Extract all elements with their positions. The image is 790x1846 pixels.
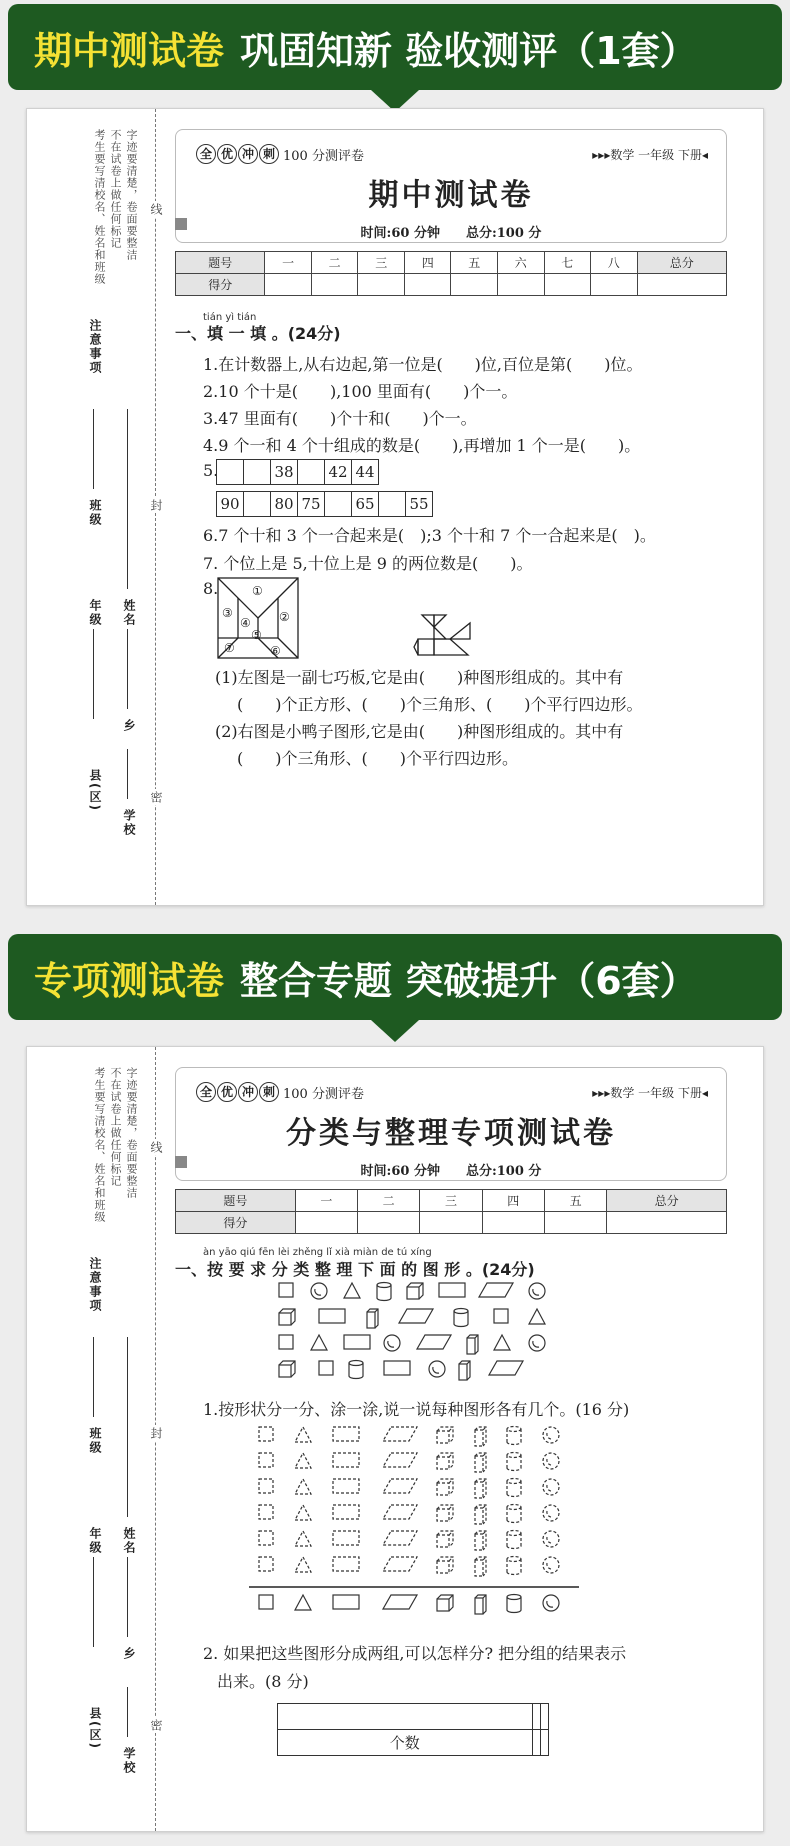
notes-label: 注意事项 bbox=[88, 319, 102, 375]
shape-cuboid bbox=[475, 1557, 486, 1576]
tangram-figure bbox=[217, 577, 299, 659]
shape-cuboid bbox=[475, 1453, 486, 1472]
shape-cuboid bbox=[475, 1479, 486, 1498]
paper-header bbox=[175, 129, 727, 243]
shape-para bbox=[489, 1361, 523, 1375]
shape-cyl bbox=[507, 1453, 521, 1471]
shape-cube bbox=[437, 1453, 453, 1469]
sequence-cell: 42 bbox=[324, 459, 352, 485]
shape-tri bbox=[344, 1283, 360, 1298]
shape-para bbox=[383, 1557, 417, 1571]
shape-cyl bbox=[507, 1479, 521, 1497]
line-word-mi: 密 bbox=[149, 1719, 163, 1731]
score-header-cell: 二 bbox=[311, 252, 358, 274]
shape-cyl bbox=[349, 1361, 363, 1379]
shape-rect bbox=[439, 1283, 465, 1297]
section-1-title: 一、填 一 填 。(24分) bbox=[175, 324, 341, 343]
score-cell bbox=[637, 274, 726, 296]
score-header-cell: 一 bbox=[265, 252, 312, 274]
sequence-cell: 55 bbox=[405, 491, 433, 517]
sequence-cell bbox=[243, 491, 271, 517]
tangram-label: ③ bbox=[222, 606, 233, 620]
grouping-table bbox=[277, 1703, 549, 1756]
shape-cube bbox=[437, 1505, 453, 1521]
shape-ball bbox=[543, 1531, 559, 1547]
shape-rect bbox=[333, 1531, 359, 1545]
sequence-cell bbox=[378, 491, 406, 517]
subject-info: ▸▸▸数学 一年级 下册◂ bbox=[592, 1086, 708, 1100]
shape-cuboid bbox=[475, 1531, 486, 1550]
name-label: 姓名 bbox=[122, 1527, 136, 1555]
sequence-cell bbox=[324, 491, 352, 517]
score-table bbox=[175, 1189, 727, 1234]
shape-ball bbox=[543, 1505, 559, 1521]
score-cell bbox=[544, 1212, 606, 1234]
shape-cube bbox=[437, 1531, 453, 1547]
shape-tri bbox=[295, 1557, 311, 1572]
shape-cuboid bbox=[475, 1427, 486, 1446]
subject-info: ▸▸▸数学 一年级 下册◂ bbox=[592, 148, 708, 162]
banner-text: 整合专题 突破提升（6套） bbox=[240, 958, 698, 1003]
banner-midterm bbox=[8, 4, 782, 90]
line-word-feng: 封 bbox=[149, 499, 163, 511]
question-5-label: 5. bbox=[203, 461, 219, 480]
score-header-cell: 七 bbox=[544, 252, 591, 274]
sequence-cell bbox=[297, 459, 325, 485]
sequence-cell bbox=[243, 459, 271, 485]
classification-chart bbox=[249, 1423, 669, 1637]
question-6: 6.7 个十和 3 个一合起来是( );3 个十和 7 个一合起来是( )。 bbox=[203, 526, 656, 545]
shape-cube bbox=[437, 1427, 453, 1443]
shape-tri bbox=[311, 1335, 327, 1350]
sequence-cell: 38 bbox=[270, 459, 298, 485]
shape-rect bbox=[384, 1361, 410, 1375]
shape-tri bbox=[295, 1531, 311, 1546]
county-label: 县(区) bbox=[88, 769, 102, 812]
series-char: 冲 bbox=[238, 1082, 258, 1102]
shape-square bbox=[319, 1361, 333, 1375]
score-cell bbox=[295, 1212, 357, 1234]
score-header-cell: 题号 bbox=[176, 252, 265, 274]
shape-cyl bbox=[507, 1427, 521, 1445]
question-8a-line2: ( )个正方形、( )个三角形、( )个平行四边形。 bbox=[237, 695, 643, 714]
sequence-cell: 90 bbox=[216, 491, 244, 517]
score-header-cell: 四 bbox=[404, 252, 451, 274]
shape-para bbox=[383, 1531, 417, 1545]
shape-cuboid bbox=[467, 1335, 478, 1354]
question-3: 3.47 里面有( )个十和( )个一。 bbox=[203, 409, 477, 428]
score-cell bbox=[404, 274, 451, 296]
shape-square bbox=[494, 1309, 508, 1323]
shape-square bbox=[259, 1557, 273, 1571]
paper-header bbox=[175, 1067, 727, 1181]
tangram-label: ① bbox=[252, 584, 263, 598]
shape-cyl bbox=[454, 1309, 468, 1327]
class-label: 班级 bbox=[88, 499, 102, 527]
shape-tri bbox=[295, 1595, 311, 1610]
shape-para bbox=[399, 1309, 433, 1323]
score-header-cell: 一 bbox=[295, 1190, 357, 1212]
series-logo bbox=[196, 1082, 364, 1102]
score-header-cell: 三 bbox=[420, 1190, 482, 1212]
shape-para bbox=[383, 1453, 417, 1467]
question-2: 2.10 个十是( ),100 里面有( )个一。 bbox=[203, 382, 518, 401]
question-8a: (1)左图是一副七巧板,它是由( )种图形组成的。其中有 bbox=[215, 668, 624, 687]
series-name: 100 分测评卷 bbox=[283, 148, 364, 164]
sequence-cell: 44 bbox=[351, 459, 379, 485]
shape-square bbox=[259, 1595, 273, 1609]
grade-label: 年级 bbox=[88, 1527, 102, 1555]
question-4: 4.9 个一和 4 个十组成的数是( ),再增加 1 个一是( )。 bbox=[203, 436, 641, 455]
shape-cube bbox=[437, 1595, 453, 1611]
score-header-cell: 五 bbox=[451, 252, 498, 274]
shape-para bbox=[383, 1595, 417, 1609]
series-char: 全 bbox=[196, 1082, 216, 1102]
number-sequence-row-2 bbox=[217, 491, 433, 517]
count-label: 个数 bbox=[278, 1730, 533, 1756]
score-cell bbox=[358, 1212, 420, 1234]
shape-square bbox=[279, 1283, 293, 1297]
shape-cube bbox=[279, 1361, 295, 1377]
shape-rect bbox=[333, 1595, 359, 1609]
note-3: 字迹要清楚，卷面要整洁 bbox=[125, 1067, 138, 1199]
school-label: 学校 bbox=[122, 1747, 136, 1775]
time-info: 时间:60 分钟 总分:100 分 bbox=[360, 1164, 542, 1179]
note-2: 不在试卷上做任何标记 bbox=[109, 129, 122, 249]
sidebar bbox=[27, 1047, 155, 1831]
shape-cyl bbox=[507, 1505, 521, 1523]
banner-special bbox=[8, 934, 782, 1020]
note-3: 字迹要清楚，卷面要整洁 bbox=[125, 129, 138, 261]
score-cell bbox=[591, 274, 638, 296]
shape-rect bbox=[344, 1335, 370, 1349]
shape-rect bbox=[319, 1309, 345, 1323]
shape-rect bbox=[333, 1557, 359, 1571]
tangram-label: ⑤ bbox=[251, 628, 262, 642]
sequence-cell: 80 bbox=[270, 491, 298, 517]
score-row-label: 得分 bbox=[176, 274, 265, 296]
shape-cuboid bbox=[367, 1309, 378, 1328]
score-cell bbox=[607, 1212, 727, 1234]
shape-square bbox=[259, 1531, 273, 1545]
shape-tri bbox=[529, 1309, 545, 1324]
sidebar bbox=[27, 109, 155, 905]
exam-paper-midterm bbox=[26, 108, 764, 906]
score-header-cell: 总分 bbox=[607, 1190, 727, 1212]
exam-paper-special bbox=[26, 1046, 764, 1832]
score-header-cell: 三 bbox=[358, 252, 405, 274]
shape-cube bbox=[407, 1283, 423, 1299]
shape-para bbox=[383, 1505, 417, 1519]
question-8b-line2: ( )个三角形、( )个平行四边形。 bbox=[237, 749, 518, 768]
series-name: 100 分测评卷 bbox=[283, 1086, 364, 1102]
line-word-xian: 线 bbox=[149, 203, 163, 215]
duck-figure bbox=[412, 609, 474, 657]
shape-cyl bbox=[507, 1557, 521, 1575]
sequence-cell: 75 bbox=[297, 491, 325, 517]
shape-cyl bbox=[507, 1595, 521, 1613]
banner-highlight: 专项测试卷 bbox=[34, 958, 225, 1003]
shape-cuboid bbox=[475, 1505, 486, 1524]
line-word-feng: 封 bbox=[149, 1427, 163, 1439]
shape-ball bbox=[543, 1595, 559, 1611]
score-cell bbox=[420, 1212, 482, 1234]
series-logo bbox=[196, 144, 364, 164]
page-title: 期中测试卷 bbox=[368, 178, 534, 213]
shape-ball bbox=[543, 1557, 559, 1573]
banner-highlight: 期中测试卷 bbox=[34, 28, 225, 73]
shape-tri bbox=[295, 1479, 311, 1494]
tangram-label: ⑥ bbox=[270, 644, 281, 658]
question-2: 2. 如果把这些图形分成两组,可以怎样分? 把分组的结果表示 bbox=[203, 1644, 627, 1663]
shape-tri bbox=[295, 1427, 311, 1442]
shape-ball bbox=[384, 1335, 400, 1351]
grade-label: 年级 bbox=[88, 599, 102, 627]
note-1: 考生要写清校名、姓名和班级 bbox=[93, 129, 106, 285]
shape-square bbox=[259, 1479, 273, 1493]
score-cell bbox=[451, 274, 498, 296]
shape-square bbox=[259, 1505, 273, 1519]
shape-para bbox=[479, 1283, 513, 1297]
score-header-cell: 二 bbox=[358, 1190, 420, 1212]
score-table bbox=[175, 251, 727, 296]
school-label: 学校 bbox=[122, 809, 136, 837]
score-cell bbox=[482, 1212, 544, 1234]
tangram-label: ② bbox=[279, 610, 290, 624]
shape-cube bbox=[437, 1557, 453, 1573]
shape-ball bbox=[543, 1427, 559, 1443]
note-2: 不在试卷上做任何标记 bbox=[109, 1067, 122, 1187]
question-7: 7. 个位上是 5,十位上是 9 的两位数是( )。 bbox=[203, 554, 533, 573]
number-sequence-row-1 bbox=[217, 459, 379, 485]
banner-arrow bbox=[371, 1020, 419, 1042]
score-header-cell: 题号 bbox=[176, 1190, 296, 1212]
shape-tri bbox=[295, 1505, 311, 1520]
town-label: 乡 bbox=[122, 1647, 136, 1661]
shape-para bbox=[383, 1427, 417, 1441]
county-label: 县(区) bbox=[88, 1707, 102, 1750]
shape-cube bbox=[279, 1309, 295, 1325]
shape-ball bbox=[311, 1283, 327, 1299]
section-pinyin: tián yì tián bbox=[203, 312, 257, 323]
score-header-cell: 六 bbox=[497, 252, 544, 274]
town-label: 乡 bbox=[122, 719, 136, 733]
tangram-label: ⑦ bbox=[224, 641, 235, 655]
score-header-cell: 八 bbox=[591, 252, 638, 274]
line-word-xian: 线 bbox=[149, 1141, 163, 1153]
shape-square bbox=[259, 1427, 273, 1441]
shape-ball bbox=[543, 1479, 559, 1495]
shape-para bbox=[383, 1479, 417, 1493]
question-8b: (2)右图是小鸭子图形,它是由( )种图形组成的。其中有 bbox=[215, 722, 624, 741]
series-char: 刺 bbox=[259, 144, 279, 164]
sequence-cell: 65 bbox=[351, 491, 379, 517]
line-word-mi: 密 bbox=[149, 791, 163, 803]
section-pinyin: àn yāo qiú fēn lèi zhěng lǐ xià miàn de tú xíng bbox=[203, 1247, 432, 1258]
score-row-label: 得分 bbox=[176, 1212, 296, 1234]
score-cell bbox=[311, 274, 358, 296]
shape-square bbox=[279, 1335, 293, 1349]
shape-cube bbox=[437, 1479, 453, 1495]
shape-para bbox=[417, 1335, 451, 1349]
shape-ball bbox=[543, 1453, 559, 1469]
score-header-cell: 五 bbox=[544, 1190, 606, 1212]
note-1: 考生要写清校名、姓名和班级 bbox=[93, 1067, 106, 1223]
time-info: 时间:60 分钟 总分:100 分 bbox=[360, 226, 542, 241]
series-char: 冲 bbox=[238, 144, 258, 164]
series-char: 全 bbox=[196, 144, 216, 164]
page-title: 分类与整理专项测试卷 bbox=[286, 1116, 616, 1151]
shape-tri bbox=[295, 1453, 311, 1468]
shape-tri bbox=[494, 1335, 510, 1350]
shape-cyl bbox=[377, 1283, 391, 1301]
shape-rect bbox=[333, 1479, 359, 1493]
shape-cuboid bbox=[459, 1361, 470, 1380]
shape-rect bbox=[333, 1505, 359, 1519]
question-1: 1.在计数器上,从右边起,第一位是( )位,百位是第( )位。 bbox=[203, 355, 643, 374]
series-char: 优 bbox=[217, 1082, 237, 1102]
shape-ball bbox=[529, 1335, 545, 1351]
section-1-title: 一、按 要 求 分 类 整 理 下 面 的 图 形 。(24分) bbox=[175, 1260, 535, 1279]
class-label: 班级 bbox=[88, 1427, 102, 1455]
shape-cuboid bbox=[475, 1595, 486, 1614]
shape-rect bbox=[333, 1427, 359, 1441]
score-header-cell: 四 bbox=[482, 1190, 544, 1212]
question-1: 1.按形状分一分、涂一涂,说一说每种图形各有几个。(16 分) bbox=[203, 1400, 630, 1419]
shape-square bbox=[259, 1453, 273, 1467]
score-cell bbox=[265, 274, 312, 296]
tangram-label: ④ bbox=[240, 616, 251, 630]
shapes-to-classify bbox=[249, 1279, 669, 1393]
question-2-line2: 出来。(8 分) bbox=[217, 1672, 309, 1691]
shape-rect bbox=[333, 1453, 359, 1467]
score-cell bbox=[544, 274, 591, 296]
series-char: 优 bbox=[217, 144, 237, 164]
question-8-label: 8. bbox=[203, 579, 219, 598]
sequence-cell bbox=[216, 459, 244, 485]
score-cell bbox=[497, 274, 544, 296]
shape-ball bbox=[429, 1361, 445, 1377]
score-header-cell: 总分 bbox=[637, 252, 726, 274]
shape-cyl bbox=[507, 1531, 521, 1549]
series-char: 刺 bbox=[259, 1082, 279, 1102]
name-label: 姓名 bbox=[122, 599, 136, 627]
score-cell bbox=[358, 274, 405, 296]
notes-label: 注意事项 bbox=[88, 1257, 102, 1313]
shape-ball bbox=[529, 1283, 545, 1299]
banner-text: 巩固知新 验收测评（1套） bbox=[240, 28, 698, 73]
